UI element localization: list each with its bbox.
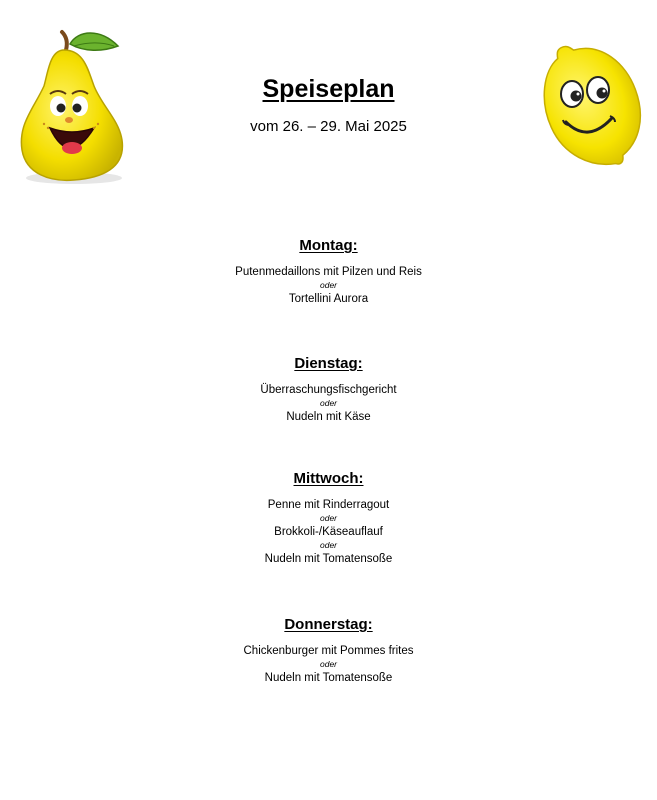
dish: Nudeln mit Tomatensoße [264,553,393,565]
dish: Chickenburger mit Pommes frites [243,645,414,657]
dish: Putenmedaillons mit Pilzen und Reis [235,266,422,278]
day-title: Mittwoch: [293,470,364,487]
page-title: Speiseplan [262,75,395,103]
oder-separator: oder [319,659,337,669]
day-section-mittwoch [0,469,657,566]
day-title: Dienstag: [294,355,363,372]
day-title: Donnerstag: [284,616,373,633]
day-section-donnerstag [0,615,657,685]
day-section-montag [0,236,657,306]
oder-separator: oder [319,513,337,523]
oder-separator: oder [319,398,337,408]
dish: Brokkoli-/Käseauflauf [274,526,383,538]
pear-mascot-icon [14,28,134,188]
day-section-dienstag [0,354,657,424]
oder-separator: oder [319,540,337,550]
day-title: Montag: [299,237,358,254]
dish: Tortellini Aurora [288,293,369,305]
lemon-mascot-icon [538,36,646,176]
dish: Penne mit Rinderragout [267,499,390,511]
oder-separator: oder [319,280,337,290]
dish: Nudeln mit Tomatensoße [264,672,393,684]
dish: Überraschungsfischgericht [260,384,397,396]
dish: Nudeln mit Käse [286,411,371,423]
date-range: vom 26. – 29. Mai 2025 [250,118,407,135]
